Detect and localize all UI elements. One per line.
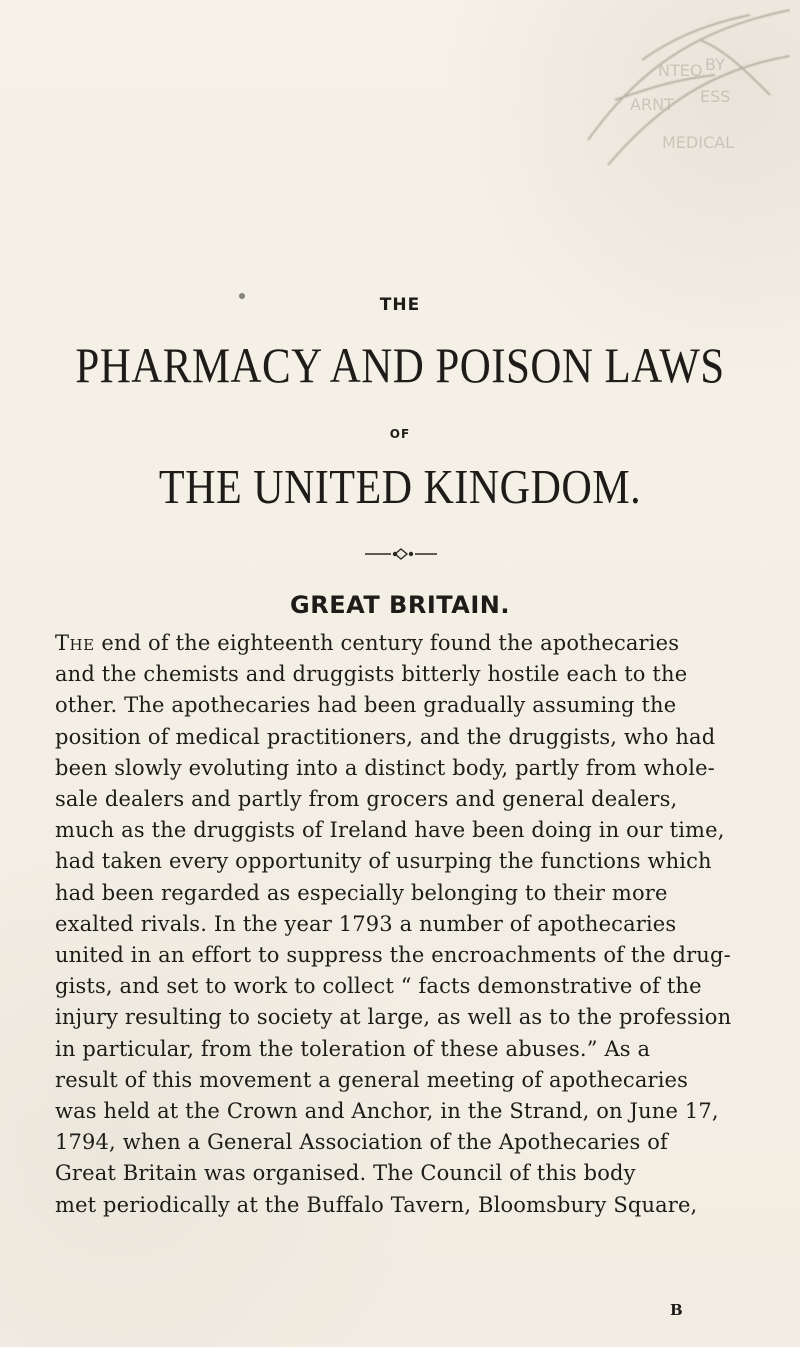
body-line: other. The apothecaries had been gradually assuming the — [55, 693, 677, 718]
body-line: in particular, from the toleration of these abuses.” As a — [55, 1036, 651, 1061]
svg-text:NTEO: NTEO — [658, 61, 703, 80]
page-title-prefix: THE — [379, 295, 421, 315]
svg-text:ARNT: ARNT — [630, 95, 674, 114]
page-subtitle: THE UNITED KINGDOM. — [158, 459, 642, 514]
body-line: sale dealers and partly from grocers and general dealers, — [55, 787, 678, 812]
body-line: much as the druggists of Ireland have been doing in our time, — [55, 818, 725, 843]
body-line: result of this movement a general meeting of apothecaries — [55, 1067, 689, 1092]
library-stamp-icon — [580, 0, 790, 175]
ornament-icon — [365, 548, 437, 560]
lead-word: The — [55, 631, 95, 655]
body-line: Great Britain was organised. The Council of this body — [55, 1161, 636, 1186]
section-heading: GREAT BRITAIN. — [290, 591, 510, 619]
body-line: was held at the Crown and Anchor, in the Strand, on June 17, — [55, 1099, 719, 1124]
signature-mark: B — [670, 1301, 683, 1319]
body-text — [55, 628, 765, 1221]
body-line: exalted rivals. In the year 1793 a number of apothecaries — [55, 911, 677, 936]
page-title: PHARMACY AND POISON LAWS — [75, 337, 725, 393]
body-line: and the chemists and druggists bitterly hostile each to the — [55, 662, 688, 687]
page-title-connector: OF — [389, 427, 411, 441]
body-line: injury resulting to society at large, as well as to the profession — [55, 1005, 732, 1030]
svg-text:ESS: ESS — [700, 87, 731, 106]
body-line: had been regarded as especially belonging to their more — [55, 880, 668, 905]
svg-text:BY: BY — [705, 55, 725, 74]
body-line: been slowly evoluting into a distinct body, partly from whole- — [55, 755, 715, 780]
svg-text:MEDICAL: MEDICAL — [662, 133, 734, 152]
body-line: gists, and set to work to collect “ facts demonstrative of the — [55, 974, 702, 999]
body-line: had taken every opportunity of usurping the functions which — [55, 849, 712, 874]
body-line: position of medical practitioners, and the druggists, who had — [55, 724, 716, 749]
body-line: met periodically at the Buffalo Tavern, Bloomsbury Square, — [55, 1192, 698, 1217]
body-line: united in an effort to suppress the encroachments of the drug- — [55, 943, 731, 968]
body-line-1-rest: end of the eighteenth century found the apothecaries — [94, 631, 680, 655]
body-line-1 — [55, 628, 765, 659]
body-line: 1794, when a General Association of the Apothecaries of — [55, 1130, 668, 1155]
